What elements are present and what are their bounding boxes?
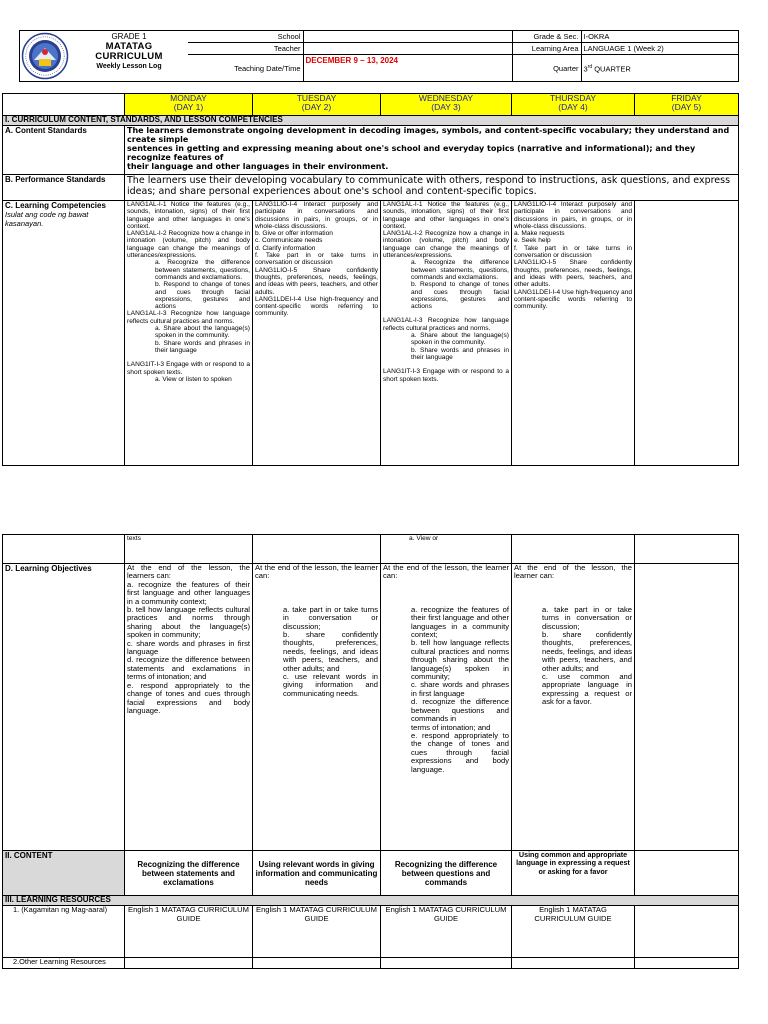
content-standards-text: The learners demonstrate ongoing development in decoding images, symbols, and content-specific vocabulary; they understand and create simple sentences in getting and expressing meaning about one's school and everyday topics (narrative and informational); and they recognize features of their language and other languages in their environment. (125, 126, 739, 175)
competencies-label: C. Learning Competencies Isulat ang code ng bawat kasanayan. (3, 201, 125, 466)
content-thursday: Using common and appropriate language in expressing a request or asking for a favor (512, 851, 635, 896)
quarter-label: Quarter (512, 55, 581, 82)
competencies-sublabel: Isulat ang code ng bawat kasanayan. (5, 210, 89, 228)
competencies-thursday: LANG1LIO-I-4 Interact purposely and participate in conversations and discussions in pairs, in groups, or in whole-class discussions. a. Make requests e. Seek help f. Take part in or take turns in conversation or discussion LANG1LIO-I-5 Share confidently thoughts, preferences, needs, feelings, and ideas with peers, teachers, and other adults. LANG1LDEI-I-4 Use high-frequency and content-specific words referring to community. (512, 201, 635, 466)
objectives-friday (635, 564, 739, 851)
objectives-label: D. Learning Objectives (3, 564, 125, 851)
teacher-label: Teacher (188, 43, 303, 55)
lesson-table-page-2 (2, 534, 739, 969)
resource-friday (635, 906, 739, 958)
quarter-word: QUARTER (594, 64, 631, 74)
log-title: Weekly Lesson Log (96, 63, 162, 70)
corner-cell (3, 94, 125, 116)
competencies-continued-thursday (512, 535, 635, 564)
competencies-continued-wednesday: a. View or (381, 535, 512, 564)
resource-item-2-label: 2.Other Learning Resources (3, 958, 125, 969)
resource-tuesday: English 1 MATATAG CURRICULUM GUIDE (253, 906, 381, 958)
grade-label: GRADE 1 (111, 32, 147, 41)
content-monday: Recognizing the difference between statements and exclamations (125, 851, 253, 896)
competencies-continued-tuesday (253, 535, 381, 564)
competencies-monday: LANG1AL-I-1 Notice the features (e.g., sounds, intonation, signs) of their first language and other languages in one's context. LANG1AL-I-2 Recognize how a change in intonation (volume, pitch) and body language can change the meanings of utterances/expressions. a. Recognize the difference between statements, questions, commands and exclamations. b. Respond to change of tones and cues through facial expressions, gestures and actions LANG1AL-I-3 Recognize how language reflects cultural practices and norms. a. Share about the language(s) spoken in the community. b. Share words and phrases in their language LANG1IT-I-3 Engage with or respond to a short spoken texts. a. View or listen to spoken (125, 201, 253, 466)
school-value[interactable] (303, 31, 512, 43)
other-resources-thursday (512, 958, 635, 969)
content-tuesday: Using relevant words in giving information and communicating needs (253, 851, 381, 896)
day-header-wednesday: WEDNESDAY (DAY 3) (381, 94, 512, 116)
objectives-monday: At the end of the lesson, the learners can: a. recognize the features of their first language and other languages in a community context; b. tell how language reflects cultural practices and norms through sharing about the language(s) spoken in community; c. share words and phrases in first language d. recognize the difference between statements and exclamations in terms of intonation; and e. respond appropriately to the change of tones and cues through facial expressions and body language. (125, 564, 253, 851)
content-wednesday: Recognizing the difference between questions and commands (381, 851, 512, 896)
lesson-log-header (19, 30, 739, 82)
objectives-thursday: At the end of the lesson, the learner can: a. take part in or take turns in conversation or discussion; b. share confidently thoughts, preferences, needs, feelings, and ideas with peers, teachers, and other adults; and c. use common and appropriate language in expressing a request or ask for a favor. (512, 564, 635, 851)
objectives-tuesday: At the end of the lesson, the learner can: a. take part in or take turns in conversation or discussion; b. share confidently thoughts, preferences, needs, feelings, and ideas with peers, teachers, and other adults; and c. use relevant words in giving information and communicating needs. (253, 564, 381, 851)
teaching-date-value[interactable]: DECEMBER 9 – 13, 2024 (303, 55, 512, 82)
quarter-suffix: rd (587, 64, 593, 71)
other-resources-monday (125, 958, 253, 969)
header-title-block (70, 32, 188, 72)
header-info-table (188, 31, 739, 82)
competencies-continued-monday: texts (125, 535, 253, 564)
day-header-friday: FRIDAY (DAY 5) (635, 94, 739, 116)
grade-sec-label: Grade & Sec. (512, 31, 581, 43)
learning-area-value[interactable]: LANGUAGE 1 (Week 2) (581, 43, 739, 55)
day-header-thursday: THURSDAY (DAY 4) (512, 94, 635, 116)
performance-standards-text: The learners use their developing vocabulary to communicate with others, respond to instructions, ask questions, and express ideas; and share personal experiences about one's school and content-specific topics. (125, 175, 739, 201)
lesson-table-page-1 (2, 93, 739, 466)
resource-item-1-label: 1. (Kagamitan ng Mag-aaral) (3, 906, 125, 958)
performance-standards-label: B. Performance Standards (3, 175, 125, 201)
section-resources: III. LEARNING RESOURCES (3, 896, 739, 906)
resource-monday: English 1 MATATAG CURRICULUM GUIDE (125, 906, 253, 958)
resource-thursday: English 1 MATATAG CURRICULUM GUIDE (512, 906, 635, 958)
curriculum-title: MATATAG CURRICULUM (95, 41, 163, 62)
deped-seal-icon (21, 32, 69, 80)
teacher-value[interactable] (303, 43, 512, 55)
quarter-number: 3 (583, 64, 588, 74)
competencies-friday (635, 201, 739, 466)
content-friday (635, 851, 739, 896)
competencies-tuesday: LANG1LIO-I-4 Interact purposely and participate in conversations and discussions in pairs, in groups, or in whole-class discussions. b. Give or offer information c. Communicate needs d. Clarify information f. Take part in or take turns in conversation or discussion LANG1LIO-I-5 Share confidently thoughts, preferences, needs, feelings, and ideas with peers, teachers, and other adults. LANG1LDEI-I-4 Use high-frequency and content-specific words referring to community. (253, 201, 381, 466)
other-resources-friday (635, 958, 739, 969)
other-resources-wednesday (381, 958, 512, 969)
resource-wednesday: English 1 MATATAG CURRICULUM GUIDE (381, 906, 512, 958)
other-resources-tuesday (253, 958, 381, 969)
day-header-tuesday: TUESDAY (DAY 2) (253, 94, 381, 116)
section-curriculum: I. CURRICULUM CONTENT, STANDARDS, AND LESSON COMPETENCIES (3, 116, 739, 126)
teaching-date-label: Teaching Date/Time (188, 55, 303, 82)
content-label: II. CONTENT (3, 851, 125, 896)
content-standards-label: A. Content Standards (3, 126, 125, 175)
objectives-wednesday: At the end of the lesson, the learner can: a. recognize the features of their first language and other languages in a community context; b. tell how language reflects cultural practices and norms through sharing about the language(s) spoken in community; c. share words and phrases in first language d. recognize the difference between questions and commands in terms of intonation; and e. respond appropriately to the change of tones and cues through facial expressions and body language. (381, 564, 512, 851)
competencies-wednesday: LANG1AL-I-1 Notice the features (e.g., sounds, intonation, signs) of their first language and other languages in one's context. LANG1AL-I-2 Recognize how a change in intonation (volume, pitch) and body language can change the meanings of utterances/expressions. a. Recognize the difference between statements, questions, commands and exclamations. b. Respond to change of tones and cues through facial expressions, gestures and actions LANG1AL-I-3 Recognize how language reflects cultural practices and norms. a. Share about the language(s) spoken in the community. b. Share words and phrases in their language LANG1IT-I-3 Engage with or respond to a short spoken texts. (381, 201, 512, 466)
quarter-value[interactable] (581, 55, 739, 82)
grade-sec-value[interactable]: I-OKRA (581, 31, 739, 43)
competencies-continued-friday (635, 535, 739, 564)
day-header-monday: MONDAY (DAY 1) (125, 94, 253, 116)
school-label: School (188, 31, 303, 43)
learning-area-label: Learning Area (512, 43, 581, 55)
continued-label-cell (3, 535, 125, 564)
